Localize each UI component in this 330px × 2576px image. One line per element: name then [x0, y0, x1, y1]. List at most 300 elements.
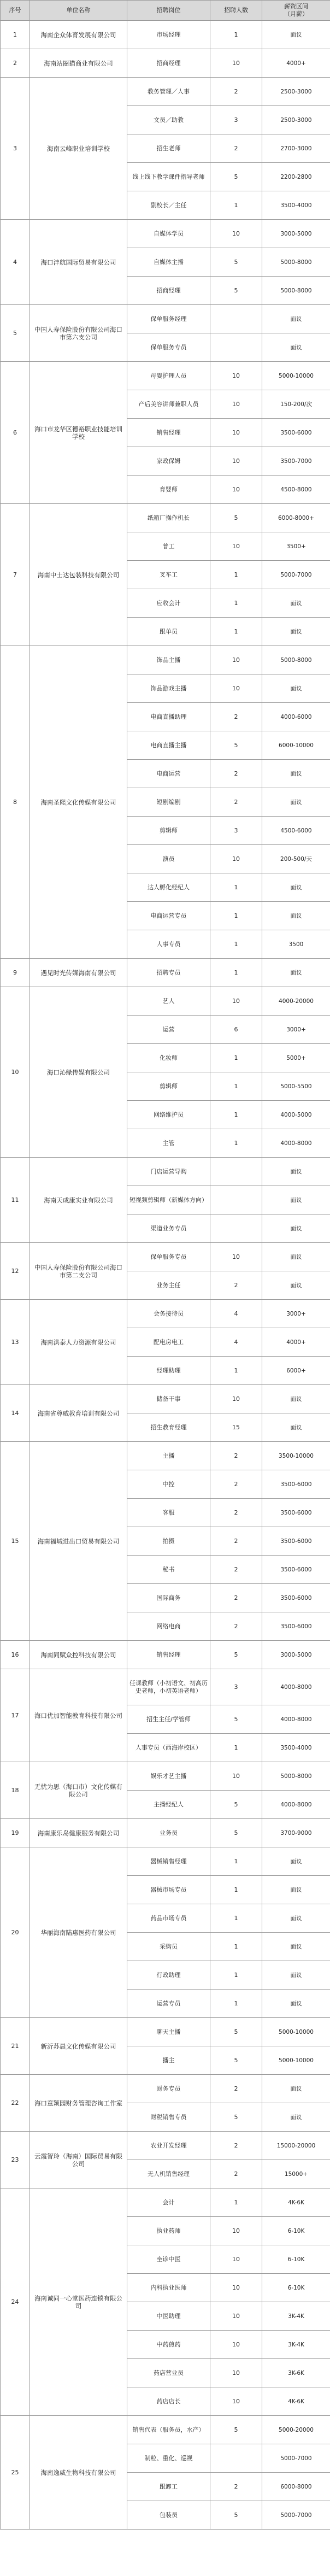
job-salary: 面议 [262, 618, 330, 646]
job-position: 演员 [127, 845, 210, 873]
job-headcount: 1 [210, 1990, 262, 2018]
job-headcount: 1 [210, 930, 262, 959]
job-headcount: 5 [210, 504, 262, 532]
job-salary: 6-10K [262, 2274, 330, 2302]
job-headcount: 2 [210, 1470, 262, 1499]
job-position: 电商运营 [127, 760, 210, 788]
job-salary: 4000-20000 [262, 987, 330, 1016]
job-headcount: 1 [210, 1876, 262, 1904]
job-salary: 面议 [262, 674, 330, 703]
job-salary: 2500-3000 [262, 106, 330, 134]
job-salary: 3000-5000 [262, 1641, 330, 1669]
job-headcount: 10 [210, 390, 262, 419]
job-position: 达人孵化经纪人 [127, 873, 210, 902]
job-position: 运营专员 [127, 1990, 210, 2018]
company-number: 16 [1, 1641, 30, 1669]
company-number: 9 [1, 959, 30, 987]
job-salary: 面议 [262, 959, 330, 987]
job-position: 财务专员 [127, 2075, 210, 2103]
job-headcount: 10 [210, 2245, 262, 2274]
job-salary: 面议 [262, 589, 330, 618]
job-salary: 5000-20000 [262, 2416, 330, 2444]
job-salary: 面议 [262, 2075, 330, 2103]
job-headcount: 2 [210, 2473, 262, 2501]
job-headcount: 5 [210, 1641, 262, 1669]
company-name: 无忧为思（海口市）文化传媒有限公司 [30, 1762, 127, 1819]
job-salary: 4000-8000 [262, 1669, 330, 1705]
job-position: 育婴师 [127, 476, 210, 504]
job-salary: 4500-8000 [262, 476, 330, 504]
job-salary: 2500-3000 [262, 78, 330, 106]
job-position: 财税销售专员 [127, 2103, 210, 2132]
job-headcount: 2 [210, 1527, 262, 1556]
table-row [1, 21, 330, 49]
job-position: 业务员 [127, 1819, 210, 1847]
job-position: 药店营业员 [127, 2359, 210, 2387]
job-headcount: 2 [210, 2075, 262, 2103]
job-position: 渠道业务专员 [127, 1214, 210, 1243]
table-body [1, 21, 330, 2530]
company-name: 海南省尊威教育培训有限公司 [30, 1385, 127, 1442]
company-name: 海南圣熙文化传媒有限公司 [30, 646, 127, 959]
job-salary: 4000+ [262, 49, 330, 78]
job-position: 产后美容讲师兼职人员 [127, 390, 210, 419]
job-salary: 5000+ [262, 1044, 330, 1072]
job-position: 普工 [127, 532, 210, 561]
company-name: 海南逸威生物科技有限公司 [30, 2416, 127, 2530]
company-name: 海南洪泰人力资源有限公司 [30, 1300, 127, 1385]
job-headcount: 3 [210, 817, 262, 845]
job-headcount: 10 [210, 845, 262, 873]
company-name: 中国人寿保险股份有限公司海口市第二支公司 [30, 1243, 127, 1300]
job-salary: 5000-8000 [262, 1762, 330, 1791]
table-row [1, 959, 330, 987]
job-salary: 3K-4K [262, 2331, 330, 2359]
job-headcount: 5 [210, 2018, 262, 2046]
job-salary: 3500-6000 [262, 419, 330, 447]
company-name: 海口沣航国际贸易有限公司 [30, 220, 127, 305]
job-salary: 4000-5000 [262, 1101, 330, 1129]
job-salary: 2200-2800 [262, 163, 330, 191]
job-salary: 面议 [262, 1243, 330, 1271]
job-salary: 面议 [262, 1271, 330, 1300]
job-headcount: 2 [210, 1499, 262, 1527]
job-headcount: 5 [210, 731, 262, 760]
table-row [1, 1243, 330, 1271]
company-number: 12 [1, 1243, 30, 1300]
job-salary: 3500-6000 [262, 1527, 330, 1556]
job-headcount: 2 [210, 78, 262, 106]
job-salary: 面议 [262, 1214, 330, 1243]
job-salary: 面议 [262, 760, 330, 788]
table-row [1, 2075, 330, 2103]
company-name: 海南云峰职业培训学校 [30, 78, 127, 220]
job-salary: 3K-6K [262, 2359, 330, 2387]
job-position: 销售经理 [127, 1641, 210, 1669]
job-salary: 面议 [262, 2103, 330, 2132]
job-headcount: 10 [210, 2302, 262, 2331]
job-salary: 6000-8000 [262, 2473, 330, 2501]
job-salary: 5000-7000 [262, 2501, 330, 2530]
job-headcount: 1 [210, 589, 262, 618]
job-headcount: 6 [210, 1016, 262, 1044]
job-headcount [210, 305, 262, 333]
job-headcount: 5 [210, 2416, 262, 2444]
job-position: 会务接待员 [127, 1300, 210, 1328]
job-salary: 200-500/天 [262, 845, 330, 873]
job-position: 内科执业医师 [127, 2274, 210, 2302]
job-salary: 6000-8000+ [262, 504, 330, 532]
company-name: 遇见时光传媒海南有限公司 [30, 959, 127, 987]
job-salary: 3500-6000 [262, 1470, 330, 1499]
table-row [1, 987, 330, 1016]
job-headcount [210, 1158, 262, 1186]
company-name: 海南同赋众控科技有限公司 [30, 1641, 127, 1669]
job-headcount: 5 [210, 277, 262, 305]
company-number: 15 [1, 1442, 30, 1641]
header-no: 序号 [1, 1, 30, 21]
job-headcount: 10 [210, 220, 262, 248]
job-salary: 5000-7000 [262, 561, 330, 589]
company-number: 4 [1, 220, 30, 305]
job-position: 招生老师 [127, 134, 210, 163]
company-number: 11 [1, 1158, 30, 1243]
job-position: 药店店长 [127, 2387, 210, 2416]
table-row [1, 2188, 330, 2217]
job-position: 销售代表（服务员，水产） [127, 2416, 210, 2444]
job-salary: 15000-20000 [262, 2132, 330, 2160]
job-headcount: 5 [210, 2501, 262, 2530]
job-position: 客服 [127, 1499, 210, 1527]
job-headcount: 1 [210, 1904, 262, 1933]
job-headcount: 10 [210, 447, 262, 476]
table-row [1, 78, 330, 106]
company-number: 20 [1, 1847, 30, 2018]
job-headcount: 10 [210, 49, 262, 78]
job-headcount: 15 [210, 1413, 262, 1442]
job-salary: 5000-8000 [262, 646, 330, 674]
company-name: 海南企众体育发展有限公司 [30, 21, 127, 49]
job-position: 自媒体主播 [127, 248, 210, 277]
company-number: 6 [1, 362, 30, 504]
job-position: 饰品主播 [127, 646, 210, 674]
job-salary: 4500-6000 [262, 817, 330, 845]
job-position: 网络电商 [127, 1612, 210, 1641]
job-salary: 6-10K [262, 2245, 330, 2274]
company-number: 1 [1, 21, 30, 49]
company-name: 海口沁绿传媒有限公司 [30, 987, 127, 1158]
job-headcount: 1 [210, 1044, 262, 1072]
job-position: 副校长／主任 [127, 191, 210, 220]
job-headcount: 10 [210, 476, 262, 504]
job-salary: 5000-8000 [262, 277, 330, 305]
job-headcount: 10 [210, 362, 262, 390]
job-position: 网络维护员 [127, 1101, 210, 1129]
job-headcount: 1 [210, 902, 262, 930]
job-salary: 3500-6000 [262, 1556, 330, 1584]
table-header-row [1, 1, 330, 21]
company-name: 海南站圈猫商业有限公司 [30, 49, 127, 78]
job-position: 纸箱厂操作机长 [127, 504, 210, 532]
job-headcount: 5 [210, 1819, 262, 1847]
job-position: 招生主任/学管师 [127, 1705, 210, 1734]
company-number: 24 [1, 2188, 30, 2416]
job-position: 人事专员（西海岸校区） [127, 1734, 210, 1762]
job-headcount: 1 [210, 1961, 262, 1990]
job-position: 拍摄 [127, 1527, 210, 1556]
job-salary: 面议 [262, 1413, 330, 1442]
job-headcount: 1 [210, 959, 262, 987]
job-position: 保单服务经理 [127, 305, 210, 333]
job-position: 人事专员 [127, 930, 210, 959]
company-name: 海南康乐岛健康服务有限公司 [30, 1819, 127, 1847]
company-number: 13 [1, 1300, 30, 1385]
job-headcount: 5 [210, 2103, 262, 2132]
job-salary: 3500 [262, 930, 330, 959]
job-position: 电商直播助理 [127, 703, 210, 731]
job-headcount: 5 [210, 163, 262, 191]
table-row [1, 1385, 330, 1413]
job-headcount: 5 [210, 2046, 262, 2075]
job-headcount [210, 333, 262, 362]
job-position: 器械市场专员 [127, 1876, 210, 1904]
job-position: 主播 [127, 1442, 210, 1470]
job-headcount: 2 [210, 1271, 262, 1300]
job-position: 电商运营专员 [127, 902, 210, 930]
job-salary: 6000+ [262, 1357, 330, 1385]
job-salary: 3500-6000 [262, 1612, 330, 1641]
table-row [1, 1819, 330, 1847]
company-name: 海口市龙华区德裕职业技能培训学校 [30, 362, 127, 504]
job-position: 聊天主播 [127, 2018, 210, 2046]
job-headcount: 10 [210, 419, 262, 447]
job-position: 招生教育经理 [127, 1413, 210, 1442]
job-position: 电商直播主播 [127, 731, 210, 760]
job-salary: 面议 [262, 1961, 330, 1990]
job-position: 配电房电工 [127, 1328, 210, 1357]
job-salary: 3000-5000 [262, 220, 330, 248]
job-position: 招聘专员 [127, 959, 210, 987]
job-headcount [210, 1186, 262, 1214]
job-headcount: 3 [210, 106, 262, 134]
job-position: 剪辑师 [127, 1072, 210, 1101]
job-position: 业务主任 [127, 1271, 210, 1300]
company-number: 23 [1, 2132, 30, 2188]
table-row [1, 1847, 330, 1876]
job-position: 保单服务专员 [127, 1243, 210, 1271]
job-position: 招商经理 [127, 49, 210, 78]
job-position: 自媒体学员 [127, 220, 210, 248]
job-salary: 3500-4000 [262, 1734, 330, 1762]
job-headcount: 5 [210, 1791, 262, 1819]
job-headcount: 1 [210, 191, 262, 220]
job-headcount: 10 [210, 2387, 262, 2416]
job-headcount [210, 2444, 262, 2473]
job-salary: 150-200/次 [262, 390, 330, 419]
job-headcount: 1 [210, 21, 262, 49]
company-number: 18 [1, 1762, 30, 1819]
header-salary: 薪资区间 （月薪） [262, 1, 330, 21]
job-position: 执业药师 [127, 2217, 210, 2245]
job-position: 门店运营导购 [127, 1158, 210, 1186]
job-position: 文员／助教 [127, 106, 210, 134]
job-headcount: 10 [210, 2359, 262, 2387]
job-headcount: 1 [210, 1847, 262, 1876]
company-name: 海口童颖园财务管理咨询工作室 [30, 2075, 127, 2132]
table-row [1, 1641, 330, 1669]
job-salary: 5000-10000 [262, 362, 330, 390]
job-position: 任课教师（小初语文、初高历史老师，小初英语老师） [127, 1669, 210, 1705]
job-headcount: 1 [210, 1357, 262, 1385]
job-salary: 3K-4K [262, 2302, 330, 2331]
job-salary: 4000-6000 [262, 703, 330, 731]
job-position: 娱乐才艺主播 [127, 1762, 210, 1791]
job-headcount: 1 [210, 873, 262, 902]
job-headcount [210, 1214, 262, 1243]
job-salary: 2700-3000 [262, 134, 330, 163]
company-number: 8 [1, 646, 30, 959]
job-position: 短剧编剧 [127, 788, 210, 817]
company-number: 7 [1, 504, 30, 646]
job-salary: 3500+ [262, 532, 330, 561]
job-salary: 3000+ [262, 1016, 330, 1044]
job-position: 农业开发经理 [127, 2132, 210, 2160]
job-salary: 5000-5500 [262, 1072, 330, 1101]
job-salary: 面议 [262, 1186, 330, 1214]
job-position: 家政保姆 [127, 447, 210, 476]
job-headcount: 10 [210, 532, 262, 561]
job-salary: 4K-6K [262, 2188, 330, 2217]
job-salary: 面议 [262, 1385, 330, 1413]
job-salary: 4000-8000 [262, 1791, 330, 1819]
job-salary: 5000-10000 [262, 2046, 330, 2075]
job-position: 销售经理 [127, 419, 210, 447]
job-salary: 面议 [262, 1933, 330, 1961]
company-name: 云霞智玲（海南）国际贸易有限公司 [30, 2132, 127, 2188]
company-number: 10 [1, 987, 30, 1158]
job-headcount: 2 [210, 2160, 262, 2188]
job-headcount: 10 [210, 674, 262, 703]
company-name: 华丽海南陆惠医药有限公司 [30, 1847, 127, 2018]
job-position: 会计 [127, 2188, 210, 2217]
table-row [1, 2416, 330, 2444]
job-headcount: 4 [210, 1328, 262, 1357]
job-position: 饰品游戏主播 [127, 674, 210, 703]
job-salary: 面议 [262, 1158, 330, 1186]
job-salary: 面议 [262, 1876, 330, 1904]
job-salary: 3500-4000 [262, 191, 330, 220]
job-position: 无人机销售经理 [127, 2160, 210, 2188]
company-name: 海南天成康实业有限公司 [30, 1158, 127, 1243]
job-headcount: 1 [210, 1734, 262, 1762]
job-position: 主播经纪人 [127, 1791, 210, 1819]
company-number: 2 [1, 49, 30, 78]
job-position: 制粒、重化、巡视 [127, 2444, 210, 2473]
job-position: 教务管理／人事 [127, 78, 210, 106]
job-headcount: 10 [210, 2274, 262, 2302]
table-row [1, 1158, 330, 1186]
job-headcount: 2 [210, 760, 262, 788]
job-headcount: 1 [210, 1129, 262, 1158]
job-salary: 面议 [262, 873, 330, 902]
job-salary: 面议 [262, 902, 330, 930]
job-position: 运营 [127, 1016, 210, 1044]
job-headcount: 10 [210, 1243, 262, 1271]
job-salary: 面议 [262, 1847, 330, 1876]
company-name: 海南诚同一心堂医药连锁有限公司 [30, 2188, 127, 2416]
job-position: 行政助理 [127, 1961, 210, 1990]
company-number: 25 [1, 2416, 30, 2530]
table-row [1, 646, 330, 674]
company-name: 海口优加智能教育科技有限公司 [30, 1669, 127, 1762]
job-salary: 6-10K [262, 2217, 330, 2245]
job-position: 器械销售经理 [127, 1847, 210, 1876]
job-salary: 面议 [262, 1990, 330, 2018]
company-number: 22 [1, 2075, 30, 2132]
job-position: 艺人 [127, 987, 210, 1016]
table-row [1, 305, 330, 333]
job-salary: 3000+ [262, 1300, 330, 1328]
job-headcount: 2 [210, 1612, 262, 1641]
company-name: 新沂苏晨文化传媒有限公司 [30, 2018, 127, 2075]
header-count: 招聘人数 [210, 1, 262, 21]
table-row [1, 504, 330, 532]
job-headcount: 10 [210, 1762, 262, 1791]
job-position: 播主 [127, 2046, 210, 2075]
company-number: 3 [1, 78, 30, 220]
table-row [1, 2132, 330, 2160]
job-position: 储备干事 [127, 1385, 210, 1413]
company-name: 海南中士达包装科技有限公司 [30, 504, 127, 646]
job-position: 跟单员 [127, 618, 210, 646]
job-salary: 面议 [262, 305, 330, 333]
job-headcount: 2 [210, 2132, 262, 2160]
job-headcount: 10 [210, 1385, 262, 1413]
job-headcount: 2 [210, 1442, 262, 1470]
table-row [1, 362, 330, 390]
company-number: 14 [1, 1385, 30, 1442]
job-salary: 5000-7000 [262, 2444, 330, 2473]
job-headcount: 10 [210, 2331, 262, 2359]
job-headcount: 2 [210, 703, 262, 731]
job-salary: 3500-7000 [262, 447, 330, 476]
job-salary: 4K-6K [262, 2387, 330, 2416]
job-salary: 5000-8000 [262, 248, 330, 277]
job-salary: 面议 [262, 1904, 330, 1933]
job-position: 保单服务专员 [127, 333, 210, 362]
job-position: 包装员 [127, 2501, 210, 2530]
job-headcount: 1 [210, 561, 262, 589]
job-salary: 4000-8000 [262, 1705, 330, 1734]
table-row [1, 1762, 330, 1791]
job-headcount: 1 [210, 1101, 262, 1129]
table-row [1, 1442, 330, 1470]
job-position: 中药煎药 [127, 2331, 210, 2359]
header-position: 招聘岗位 [127, 1, 210, 21]
job-position: 化妆师 [127, 1044, 210, 1072]
job-salary: 面议 [262, 333, 330, 362]
job-position: 秘书 [127, 1556, 210, 1584]
company-number: 5 [1, 305, 30, 362]
table-row [1, 1300, 330, 1328]
job-headcount: 2 [210, 134, 262, 163]
job-position: 国际商务 [127, 1584, 210, 1612]
job-position: 跟卸工 [127, 2473, 210, 2501]
job-salary: 5000-10000 [262, 2018, 330, 2046]
job-position: 应收会计 [127, 589, 210, 618]
job-position: 坐诊中医 [127, 2245, 210, 2274]
company-name: 中国人寿保险股份有限公司海口市第六支公司 [30, 305, 127, 362]
